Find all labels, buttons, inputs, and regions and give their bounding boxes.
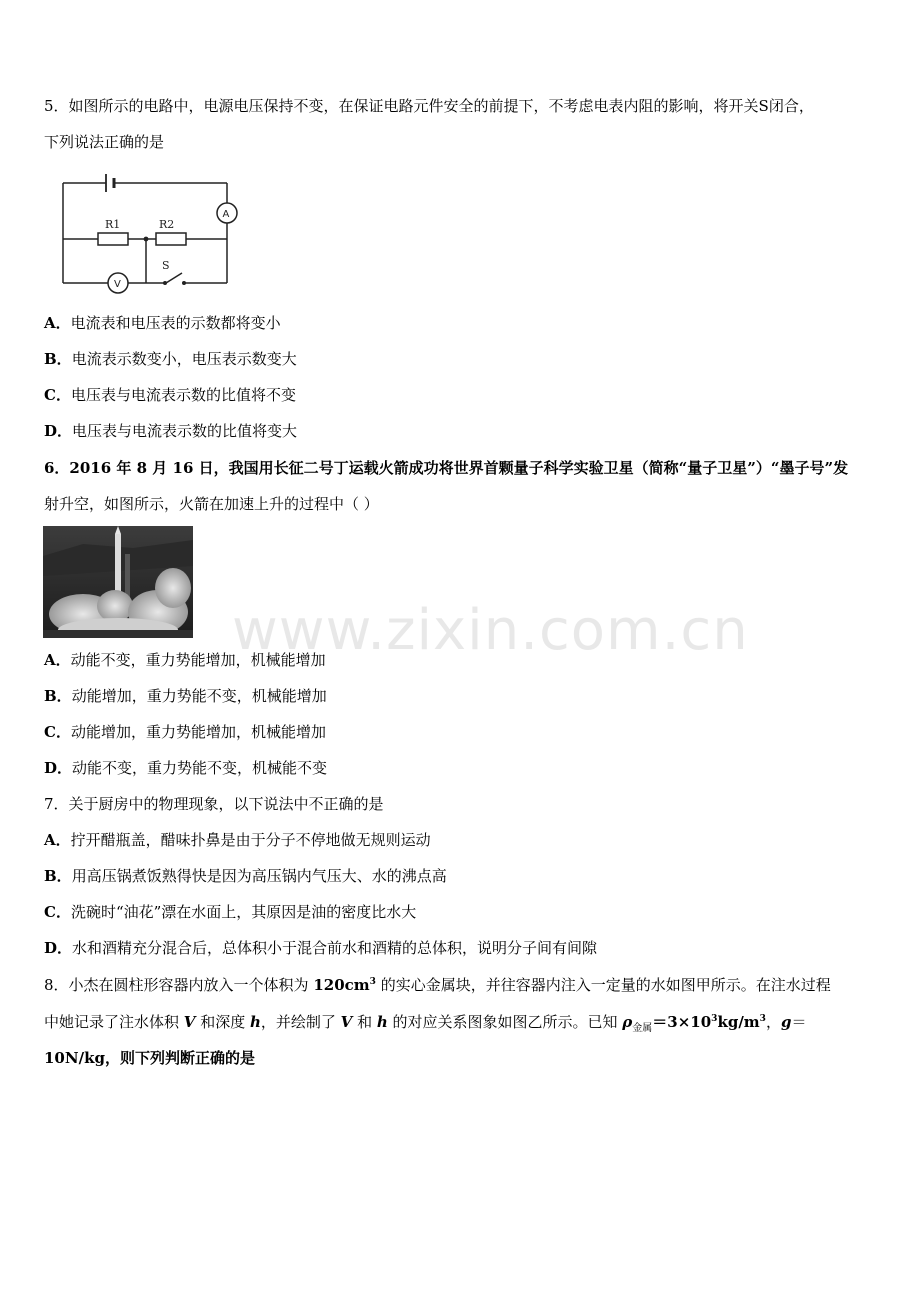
q6-stem-line2: 射升空，如图所示，火箭在加速上升的过程中（ ） (44, 495, 379, 513)
q5-option-c: C．电压表与电流表示数的比值将不变 (44, 386, 296, 404)
q6-option-a: A．动能不变，重力势能增加，机械能增加 (44, 651, 326, 669)
q6-option-b: B．动能增加，重力势能不变，机械能增加 (44, 687, 327, 705)
q8-stem-line3: 10N/kg，则下列判断正确的是 (44, 1049, 255, 1067)
q7-option-c: C．洗碗时“油花”漂在水面上，其原因是油的密度比水大 (44, 903, 417, 921)
q5-option-b: B．电流表示数变小，电压表示数变大 (44, 350, 297, 368)
voltmeter-label: V (114, 279, 121, 290)
q5-stem-line2: 下列说法正确的是 (44, 133, 165, 151)
q7-option-b: B．用高压锅煮饭熟得快是因为高压锅内气压大、水的沸点高 (44, 867, 447, 885)
rocket-launch-photo (43, 526, 193, 638)
q5-stem-line1: 5．如图所示的电路中，电源电压保持不变，在保证电路元件安全的前提下，不考虑电表内阻的影响，将开关S闭合， (44, 97, 814, 115)
watermark-text: www.zixin.com.cn (232, 598, 749, 663)
q6-option-d: D．动能不变，重力势能不变，机械能不变 (44, 759, 328, 777)
switch-label: S (162, 259, 170, 272)
q7-option-a: A．拧开醋瓶盖，醋味扑鼻是由于分子不停地做无规则运动 (44, 831, 431, 849)
q8-stem-line1: 8．小杰在圆柱形容器内放入一个体积为 $120cm^3$ 的实心金属块，并往容器内注入一定量的水如图甲所示。在注水过程 (44, 976, 831, 994)
ammeter-label: A (222, 209, 230, 220)
q5-option-a: A．电流表和电压表的示数都将变小 (44, 314, 281, 332)
r1-label: R1 (105, 218, 121, 231)
r2-label: R2 (159, 218, 175, 231)
q6-option-c: C．动能增加，重力势能增加，机械能增加 (44, 723, 326, 741)
q5-option-d: D．电压表与电流表示数的比值将变大 (44, 422, 298, 440)
q7-option-d: D．水和酒精充分混合后，总体积小于混合前水和酒精的总体积，说明分子间有间隙 (44, 939, 598, 957)
q6-stem-line1: 6．2016 年 8 月 16 日，我国用长征二号丁运载火箭成功将世界首颗量子科学实验卫星（简称“量子卫星”）“墨子号”发 (44, 459, 849, 477)
q8-stem-line2: 中她记录了注水体积 V 和深度 h，并绘制了 V 和 h 的对应关系图象如图乙所示。已知 $\rho_{金属}=3\times 10^3kg/m^3$，g＝ (44, 1013, 807, 1034)
q7-stem: 7．关于厨房中的物理现象，以下说法中不正确的是 (44, 795, 384, 813)
circuit-diagram (58, 170, 248, 295)
